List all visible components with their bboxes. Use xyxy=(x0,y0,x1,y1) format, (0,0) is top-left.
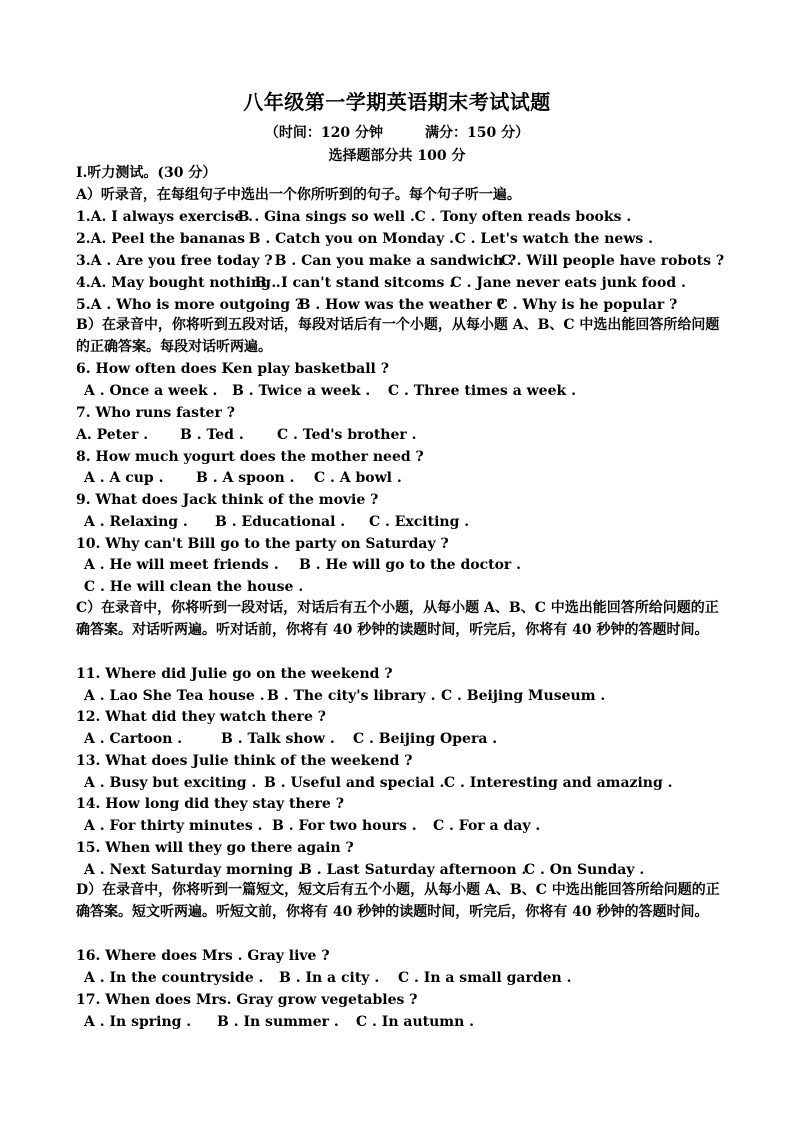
option-b: B . In summer . xyxy=(217,1014,339,1030)
question-12-options xyxy=(84,730,497,748)
part-b-instructions: B）在录音中，你将听到五段对话，每段对话后有一个小题，从每小题 A、B、C 中选出能回答所给问题的正确答案。每段对话听两遍。 xyxy=(76,317,720,355)
question-14-options xyxy=(84,817,540,835)
option-a: A . Busy but exciting . xyxy=(84,775,257,791)
option-a: A. I always exercise . xyxy=(90,209,253,225)
option-a: A . Lao She Tea house . xyxy=(84,688,265,704)
question-number: 2. xyxy=(76,231,91,247)
option-a: A . Once a week . xyxy=(84,383,218,399)
score-label: 满分：150 分） xyxy=(425,125,530,141)
option-c: C . In autumn . xyxy=(356,1014,475,1030)
question-number: 1. xyxy=(76,209,91,225)
question-11-options xyxy=(84,687,605,705)
question-1 xyxy=(76,208,631,226)
option-a: A . In the countryside . xyxy=(84,970,264,986)
question-10-text: 10. Why can't Bill go to the party on Saturday ? xyxy=(76,536,449,552)
option-b: B . How was the weather ? xyxy=(298,297,505,313)
section-note: 选择题部分共 100 分 xyxy=(328,148,466,164)
option-b: B . Twice a week . xyxy=(232,383,371,399)
time-label: （时间：120 分钟 xyxy=(264,125,383,141)
question-3 xyxy=(76,252,724,270)
question-13-text: 13. What does Julie think of the weekend ? xyxy=(76,753,413,769)
question-number: 4. xyxy=(76,275,91,291)
question-17-text: 17. When does Mrs. Gray grow vegetables ? xyxy=(76,992,418,1008)
question-11-text: 11. Where did Julie go on the weekend ? xyxy=(76,666,393,682)
question-9-options xyxy=(84,513,469,531)
option-a: A . In spring . xyxy=(84,1014,192,1030)
question-5 xyxy=(76,296,677,314)
option-c: C . Let's watch the news . xyxy=(454,231,654,247)
option-c: C . A bowl . xyxy=(314,470,402,486)
question-6-options xyxy=(84,382,576,400)
option-b: B . Can you make a sandwich ? xyxy=(274,253,517,269)
option-a: A . He will meet friends . xyxy=(84,557,279,573)
option-a: A . For thirty minutes . xyxy=(84,818,263,834)
question-number: 5. xyxy=(76,297,91,313)
part-d-instructions: D）在录音中，你将听到一篇短文，短文后有五个小题，从每小题 A、B、C 中选出能回答所给问题的正确答案。短文听两遍。听短文前，你将有 40 秒钟的读题时间，听完后，你将有 40 秒钟的答题时间。 xyxy=(76,882,720,920)
option-b: B . I can't stand sitcoms . xyxy=(254,275,455,291)
question-7-options xyxy=(76,426,417,444)
option-b: B . He will go to the doctor . xyxy=(299,557,522,573)
question-number: 3. xyxy=(76,253,91,269)
option-c: C . Jane never eats junk food . xyxy=(450,275,686,291)
option-a: A . Are you free today ? xyxy=(90,253,273,269)
option-b: B . Gina sings so well . xyxy=(237,209,415,225)
option-a: A . Cartoon . xyxy=(84,731,183,747)
option-b: B . Educational . xyxy=(215,514,346,530)
question-15-text: 15. When will they go there again ? xyxy=(76,840,354,856)
question-12-text: 12. What did they watch there ? xyxy=(76,709,326,725)
option-b: B . The city's library . xyxy=(267,688,436,704)
option-c: C . Why is he popular ? xyxy=(496,297,678,313)
question-10-options xyxy=(84,556,521,574)
question-7-text: 7. Who runs faster ? xyxy=(76,405,235,421)
option-c: C . Ted's brother . xyxy=(277,427,417,443)
option-c: C . In a small garden . xyxy=(398,970,572,986)
option-a: A. Peel the bananas . xyxy=(90,231,255,247)
question-13-options xyxy=(84,774,673,792)
question-2 xyxy=(76,230,653,248)
option-b: B . Ted . xyxy=(180,427,244,443)
question-8-options xyxy=(84,469,402,487)
option-c: C . Three times a week . xyxy=(388,383,576,399)
option-a: A . Next Saturday morning . xyxy=(84,862,303,878)
question-4 xyxy=(76,274,686,292)
option-b: B . Talk show . xyxy=(221,731,335,747)
option-b: B . A spoon . xyxy=(196,470,295,486)
question-15-options xyxy=(84,861,644,879)
question-17-options xyxy=(84,1013,474,1031)
exam-title: 八年级第一学期英语期末考试试题 xyxy=(243,90,551,114)
option-a: A. May bought nothing . xyxy=(90,275,281,291)
part-a-instructions: A）听录音，在每组句子中选出一个你所听到的句子。每个句子听一遍。 xyxy=(76,187,521,203)
option-a: A. Peter . xyxy=(76,427,149,443)
question-9-text: 9. What does Jack think of the movie ? xyxy=(76,492,379,508)
option-b: B . Catch you on Monday . xyxy=(248,231,455,247)
question-16-options xyxy=(84,969,571,987)
option-b: B . For two hours . xyxy=(272,818,417,834)
question-10-option-c: C . He will clean the house . xyxy=(84,579,304,595)
part-c-instructions: C）在录音中，你将听到一段对话，对话后有五个小题，从每小题 A、B、C 中选出能回答所给问题的正确答案。对话听两遍。听对话前，你将有 40 秒钟的读题时间，听完后，你将有 40 秒钟的答题时间。 xyxy=(76,600,719,638)
option-c: C . Tony often reads books . xyxy=(414,209,632,225)
question-16-text: 16. Where does Mrs . Gray live ? xyxy=(76,948,330,964)
option-a: A . Who is more outgoing ? xyxy=(90,297,304,313)
question-14-text: 14. How long did they stay there ? xyxy=(76,796,344,812)
option-b: B . In a city . xyxy=(279,970,380,986)
option-a: A . Relaxing . xyxy=(84,514,188,530)
option-c: C . Beijing Opera . xyxy=(353,731,498,747)
option-c: C . Exciting . xyxy=(369,514,470,530)
option-c: C . Beijing Museum . xyxy=(441,688,606,704)
option-c: C . Interesting and amazing . xyxy=(444,775,673,791)
option-b: B . Useful and special . xyxy=(264,775,445,791)
question-8-text: 8. How much yogurt does the mother need ? xyxy=(76,449,424,465)
section-heading: I.听力测试。(30 分） xyxy=(76,165,217,181)
option-b: B . Last Saturday afternoon . xyxy=(300,862,527,878)
exam-time-score xyxy=(0,122,794,142)
question-6-text: 6. How often does Ken play basketball ? xyxy=(76,361,389,377)
option-c: C . On Sunday . xyxy=(524,862,645,878)
option-c: C . Will people have robots ? xyxy=(500,253,725,269)
option-a: A . A cup . xyxy=(84,470,164,486)
option-c: C . For a day . xyxy=(433,818,541,834)
